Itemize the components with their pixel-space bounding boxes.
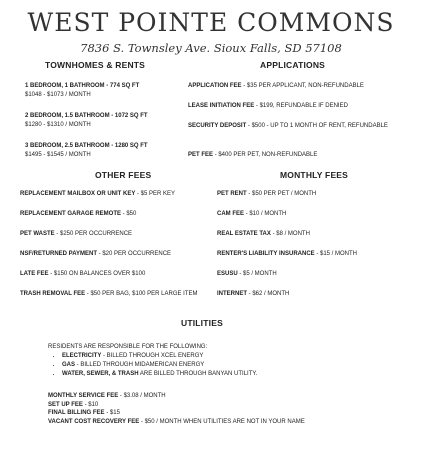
other-fee-item: LATE FEE - $150 ON BALANCES OVER $100 [20,271,146,277]
other-fee-item: PET WASTE - $250 PER OCCURRENCE [20,231,133,237]
other-fees-heading: OTHER FEES [95,170,152,180]
other-fee-item: REPLACEMENT GARAGE REMOTE - $50 [20,211,137,217]
monthly-fee-item: ESUSU - $5 / MONTH [217,271,277,277]
utilities-intro: RESIDENTS ARE RESPONSIBLE FOR THE FOLLOWING: [48,344,208,350]
monthly-fees-heading: MONTHLY FEES [280,170,349,180]
other-fee-item: NSF/RETURNED PAYMENT - $20 PER OCCURRENCE [20,251,172,257]
monthly-fee-item: RENTER'S LIABILITY INSURANCE - $15 / MONTH [217,251,357,257]
list-item: • WATER, SEWER, & TRASH ARE BILLED THROUGH BANYAN UTILITY. [62,370,257,379]
pet-fee: PET FEE - $400 PER PET, NON-REFUNDABLE [188,152,318,158]
applications-heading: APPLICATIONS [260,60,326,70]
utility-fees [48,392,408,426]
unit-3: 3 BEDROOM, 2.5 BATHROOM - 1280 SQ FT $1495 - $1545 / MONTH [25,143,148,158]
list-item: • GAS - BILLED THROUGH MIDAMERICAN ENERGY [62,361,257,370]
townhomes-heading: TOWNHOMES & RENTS [45,60,146,70]
monthly-fee-item: INTERNET - $62 / MONTH [217,291,290,297]
utility-fee: VACANT COST RECOVERY FEE - $50 / MONTH WHEN UTILITIES ARE NOT IN YOUR NAME [48,418,305,425]
monthly-fee-item: PET RENT - $50 PER PET / MONTH [217,191,317,197]
security-deposit: SECURITY DEPOSIT - $500 - UP TO 1 MONTH OF RENT, REFUNDABLE [188,123,388,129]
unit-1: 1 BEDROOM, 1 BATHROOM - 774 SQ FT $1048 - $1073 / MONTH [25,83,140,98]
unit-2: 2 BEDROOM, 1.5 BATHROOM - 1072 SQ FT $1280 - $1310 / MONTH [25,113,148,128]
monthly-fee-item: CAM FEE - $10 / MONTH [217,211,287,217]
other-fee-item: REPLACEMENT MAILBOX OR UNIT KEY - $5 PER KEY [20,191,176,197]
page-title: WEST POINTE COMMONS [27,8,395,37]
other-fee-item: TRASH REMOVAL FEE - $50 PER BAG, $100 PER LARGE ITEM [20,291,198,297]
utility-fee: FINAL BILLING FEE - $15 [48,410,120,417]
lease-initiation-fee: LEASE INITIATION FEE - $199, REFUNDABLE IF DENIED [188,103,348,109]
address: 7836 S. Townsley Ave. Sioux Falls, SD 57108 [80,41,342,55]
list-item: • ELECTRICITY - BILLED THROUGH XCEL ENERGY [62,352,257,361]
utility-fee: SET UP FEE - $10 [48,401,99,408]
utilities-heading: UTILITIES [181,318,223,328]
monthly-fee-item: REAL ESTATE TAX - $8 / MONTH [217,231,310,237]
utility-fee: MONTHLY SERVICE FEE - $3.08 / MONTH [48,393,166,399]
application-fee: APPLICATION FEE - $35 PER APPLICANT, NON-REFUNDABLE [188,83,364,89]
utilities-list [52,352,257,379]
